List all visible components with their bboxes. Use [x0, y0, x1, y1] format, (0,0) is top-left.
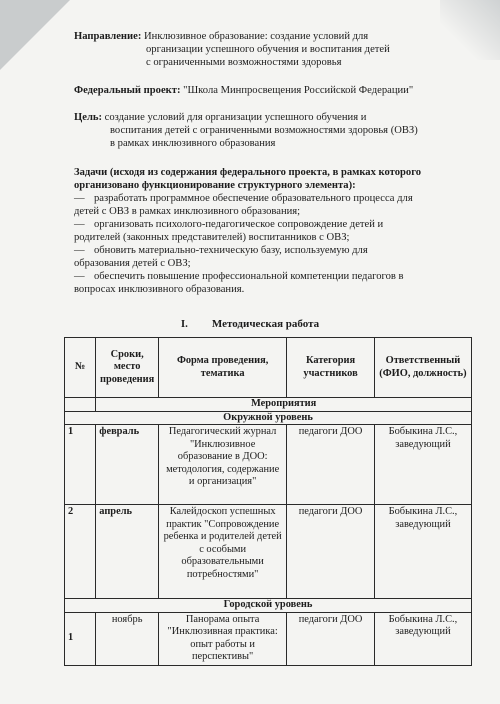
col-header-number: №: [65, 338, 96, 398]
table-row: [65, 425, 472, 505]
section-title: [0, 318, 500, 330]
task-text-cont: вопросах инклюзивного образования.: [74, 284, 245, 295]
row-category: педагоги ДОО: [287, 612, 375, 665]
task-text: обновить материально-техническую базу, используемую для: [94, 245, 368, 256]
section-name: Методическая работа: [211, 318, 320, 330]
band-district-level: Окружной уровень: [65, 411, 472, 425]
task-text: обеспечить повышение профессиональной компетенции педагогов в: [94, 271, 404, 282]
section-number: I.: [180, 318, 188, 330]
col-header-dates: Сроки, место проведения: [96, 338, 159, 398]
row-form: Педагогический журнал "Инклюзивное образование в ДОО: методология, содержание и организация": [159, 425, 287, 505]
goal-block: [74, 111, 474, 150]
table-row: [65, 411, 472, 425]
federal-project-block: [74, 84, 474, 97]
table-cell: [65, 398, 96, 412]
task-text: разработать программное обеспечение образовательного процесса для: [94, 193, 413, 204]
task-item: [74, 244, 472, 257]
col-header-form: Форма проведения, тематика: [159, 338, 287, 398]
col-header-responsible: Ответственный (ФИО, должность): [374, 338, 471, 398]
row-date: ноябрь: [96, 612, 159, 665]
goal-label: Цель:: [74, 112, 103, 123]
task-dash: —: [74, 245, 85, 256]
row-category: педагоги ДОО: [287, 505, 375, 599]
table-row: [65, 505, 472, 599]
direction-label: Направление:: [74, 31, 142, 42]
table-row: [65, 398, 472, 412]
federal-project-label: Федеральный проект:: [74, 85, 181, 96]
folded-corner: [0, 0, 70, 70]
table-header-row: [65, 338, 472, 398]
row-date: февраль: [96, 425, 159, 505]
goal-line-2: воспитания детей с ограниченными возможностями здоровья (ОВЗ): [110, 125, 418, 136]
task-dash: —: [74, 193, 85, 204]
task-text: организовать психолого-педагогическое сопровождение детей и: [94, 219, 384, 230]
band-events: Мероприятия: [96, 398, 472, 412]
tasks-heading-2: организовано функционирование структурного элемента):: [74, 180, 356, 191]
task-item: [74, 218, 472, 231]
direction-block: [74, 30, 474, 69]
row-number: 2: [65, 505, 96, 599]
band-city-level: Городской уровень: [65, 599, 472, 613]
goal-line-3: в рамках инклюзивного образования: [110, 138, 276, 149]
col-header-category: Категория участников: [287, 338, 375, 398]
table-row: [65, 612, 472, 665]
direction-line-2: организации успешного обучения и воспитания детей: [146, 44, 390, 55]
federal-project-value: "Школа Минпросвещения Российской Федерации": [183, 85, 414, 96]
goal-line-1: создание условий для организации успешного обучения и: [104, 112, 367, 123]
row-responsible: Бобыкина Л.С., заведующий: [374, 612, 471, 665]
table-row: [65, 599, 472, 613]
row-category: педагоги ДОО: [287, 425, 375, 505]
work-plan-table: [64, 337, 472, 666]
task-text-cont: образования детей с ОВЗ;: [74, 258, 191, 269]
row-responsible: Бобыкина Л.С., заведующий: [374, 425, 471, 505]
task-text-cont: детей с ОВЗ в рамках инклюзивного образования;: [74, 206, 301, 217]
task-text-cont: родителей (законных представителей) воспитанников с ОВЗ;: [74, 232, 350, 243]
task-item: [74, 270, 472, 283]
row-responsible: Бобыкина Л.С., заведующий: [374, 505, 471, 599]
tasks-block: [74, 166, 472, 296]
task-item: [74, 192, 472, 205]
row-form: Панорама опыта "Инклюзивная практика: опыт работы и перспективы": [159, 612, 287, 665]
row-date: апрель: [96, 505, 159, 599]
tasks-heading-1: Задачи (исходя из содержания федерального проекта, в рамках которого: [74, 167, 422, 178]
task-dash: —: [74, 271, 85, 282]
row-number: 1: [65, 612, 96, 665]
direction-line-3: с ограниченными возможностями здоровья: [146, 57, 342, 68]
row-form: Калейдоскоп успешных практик "Сопровождение ребенка и родителей детей с особыми образовательными потребностями": [159, 505, 287, 599]
task-dash: —: [74, 219, 85, 230]
direction-line-1: Инклюзивное образование: создание условий для: [144, 31, 369, 42]
row-number: 1: [65, 425, 96, 505]
